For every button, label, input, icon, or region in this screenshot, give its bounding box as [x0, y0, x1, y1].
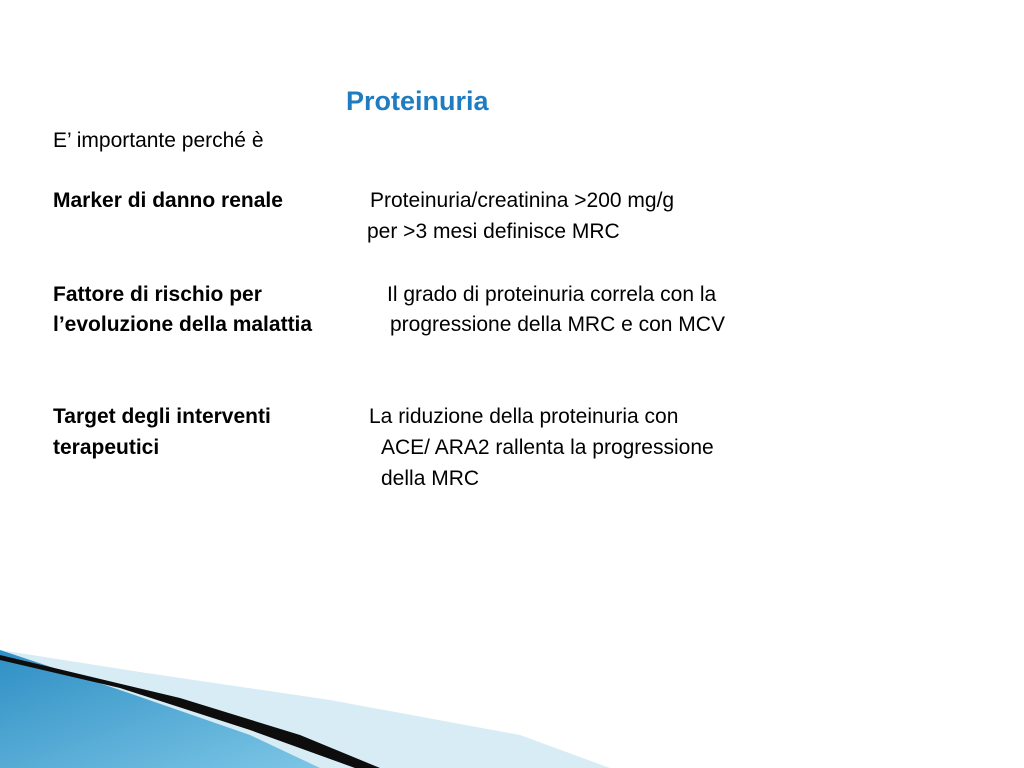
section-description: della MRC	[381, 467, 480, 490]
swoosh-dark-band	[0, 655, 380, 768]
section-label: l’evoluzione della malattia	[53, 313, 313, 336]
section-description: progressione della MRC e con MCV	[390, 313, 725, 336]
section-label: Target degli interventi	[53, 405, 271, 428]
intro-text: E’ importante perché è	[53, 129, 264, 152]
swoosh-blue-band	[0, 650, 320, 768]
section-description: Proteinuria/creatinina >200 mg/g	[370, 189, 675, 212]
section-description: per >3 mesi definisce MRC	[367, 220, 620, 243]
swoosh-light-band	[0, 650, 610, 768]
section-label: Marker di danno renale	[53, 189, 283, 212]
section-description: La riduzione della proteinuria con	[369, 405, 679, 428]
section-label: terapeutici	[53, 436, 160, 459]
section-description: Il grado di proteinuria correla con la	[387, 283, 717, 306]
section-description: ACE/ ARA2 rallenta la progressione	[381, 436, 714, 459]
section-label: Fattore di rischio per	[53, 283, 262, 306]
slide-title: Proteinuria	[346, 86, 489, 116]
